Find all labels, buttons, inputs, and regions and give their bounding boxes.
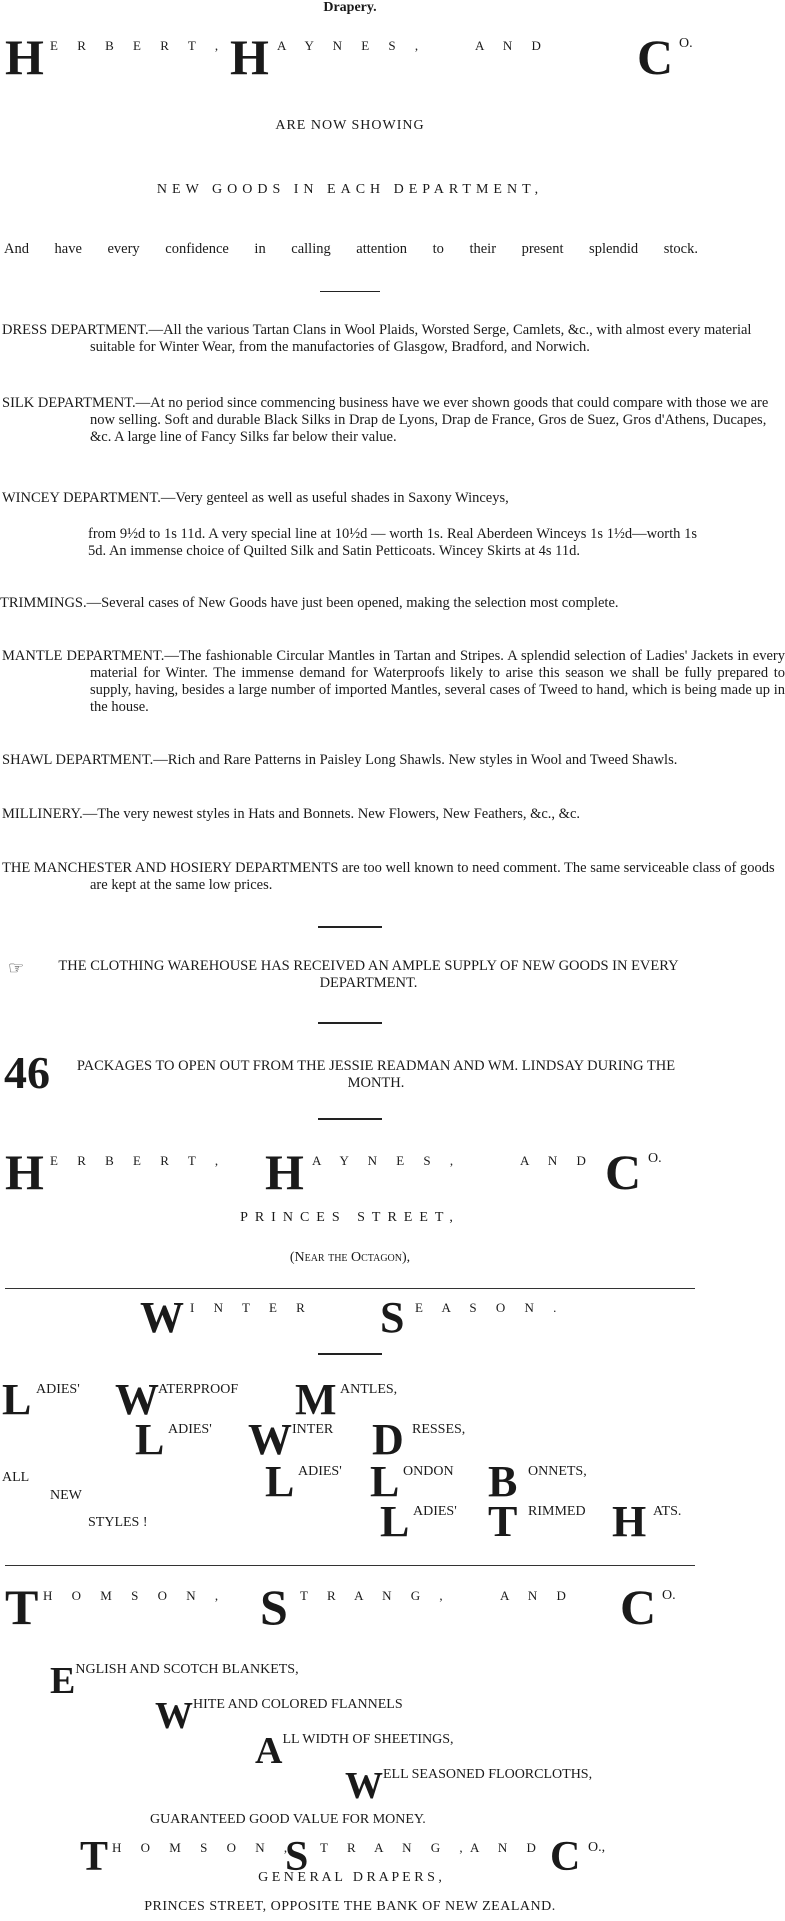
drop-cap: W (155, 1695, 193, 1737)
firm-name-part: A N D (470, 1840, 544, 1855)
mantle-department: MANTLE DEPARTMENT.—The fashionable Circular Mantles in Tartan and Stripes. A splendid selection of Ladies' Jackets in every material for Winter. The immense demand for Waterproofs likely to arise this season we shall be fully prepared to supply, having, besides a large number of imported Mantles, several cases of Tweed to hand, which is being made up in the house. (2, 648, 785, 715)
shawl-department: SHAWL DEPARTMENT.—Rich and Rare Patterns in Paisley Long Shawls. New styles in Wool and Tweed Shawls. (2, 752, 678, 768)
line-part: ELL SEASONED FLOORCLOTHS, (383, 1767, 593, 1782)
drop-cap: W (248, 1415, 292, 1464)
drop-cap: C (605, 1144, 642, 1200)
line-part: INTER (292, 1422, 334, 1437)
line-part: ADIES' (36, 1382, 80, 1397)
drop-cap: S (380, 1293, 405, 1342)
firm-name-part: A N D (520, 1153, 594, 1168)
drop-cap: W (345, 1765, 383, 1807)
firm-name-herbert-haynes (5, 30, 695, 85)
line-part: ADIES' (298, 1464, 342, 1479)
drop-cap: T (80, 1834, 109, 1880)
line-part: RIMMED (528, 1504, 586, 1519)
line-part: HITE AND COLORED FLANNELS (193, 1697, 403, 1712)
street-line: PRINCES STREET, (240, 1210, 460, 1225)
line-part: ANTLES, (340, 1382, 398, 1397)
packages-count: 46 (4, 1047, 50, 1098)
firm-name-herbert-haynes (5, 1145, 695, 1200)
drop-cap: L (2, 1375, 32, 1424)
trimmings-department: TRIMMINGS.—Several cases of New Goods have just been opened, making the selection most complete. (0, 595, 619, 611)
drop-cap: H (612, 1497, 647, 1546)
all-label: ALL (2, 1470, 30, 1485)
line-part: ADIES' (168, 1422, 212, 1437)
winter-season-heading (0, 1293, 700, 1346)
drop-cap: S (260, 1579, 288, 1635)
firm-name-part: H O M S O N , (43, 1588, 227, 1603)
address-line: PRINCES STREET, OPPOSITE THE BANK OF NEW ZEALAND. (144, 1899, 556, 1914)
divider (318, 1022, 382, 1024)
heading-part: I N T E R (190, 1300, 313, 1315)
near-octagon-line: (Near the Octagon), (289, 1250, 411, 1265)
dress-department: DRESS DEPARTMENT.—All the various Tartan Clans in Wool Plaids, Worsted Serge, Camlets, &c., with almost every material suitable for Winter Wear, from the manufactories of Glasgow, Bradford, and Norwich. (2, 322, 752, 355)
drop-cap: B (488, 1457, 518, 1506)
firm-name-part: H O M S O N , (112, 1840, 296, 1855)
firm-name-part: O. (648, 1151, 662, 1166)
section-header: Drapery. (323, 0, 377, 15)
line-part: RESSES, (412, 1422, 466, 1437)
firm-name-part: A Y N E S , (277, 38, 427, 53)
london-bonnets-line (0, 1457, 700, 1506)
floorcloths-line (345, 1767, 592, 1805)
firm-name-part: O. (662, 1588, 676, 1603)
advert-separator (5, 1565, 695, 1566)
line-part: LL WIDTH OF SHEETINGS, (282, 1732, 454, 1747)
wincey-department-head: WINCEY DEPARTMENT.—Very genteel as well as useful shades in Saxony Winceys, (2, 490, 509, 506)
heading-part: E A S O N . (415, 1300, 565, 1315)
drop-cap: W (140, 1293, 184, 1342)
drop-cap: C (620, 1579, 657, 1635)
drop-cap: M (295, 1375, 337, 1424)
line-part: ATS. (653, 1504, 682, 1519)
firm-name-part: E R B E R T , (50, 1153, 227, 1168)
winter-dresses-line (0, 1415, 700, 1464)
firm-name-part: A N D (500, 1588, 574, 1603)
firm-name-part: A N D (475, 38, 549, 53)
millinery-department: MILLINERY.—The very newest styles in Hats and Bonnets. New Flowers, New Feathers, &c., &c. (2, 806, 581, 822)
firm-name-part: A Y N E S , (312, 1153, 462, 1168)
drop-cap: L (380, 1497, 410, 1546)
divider (318, 1353, 382, 1355)
pointing-hand-icon: ☞ (8, 958, 25, 978)
line-part: ONNETS, (528, 1464, 587, 1479)
styles-label: STYLES ! (88, 1515, 148, 1530)
advert-separator (5, 1288, 695, 1289)
divider (318, 1118, 382, 1120)
firm-name-part: E R B E R T , (50, 38, 227, 53)
divider (320, 291, 380, 292)
wincey-department-body: from 9½d to 1s 11d. A very special line at 10½d — worth 1s. Real Aberdeen Winceys 1s 1½d—worth 1s 5d. An immense choice of Quilted Silk and Satin Petticoats. Wincey Skirts at 4s 11d. (88, 526, 697, 559)
trimmed-hats-line (0, 1497, 700, 1546)
drop-cap: D (372, 1415, 404, 1464)
line-part: NGLISH AND SCOTCH BLANKETS, (75, 1662, 299, 1677)
drop-cap: L (265, 1457, 295, 1506)
line-part: ADIES' (413, 1504, 457, 1519)
clothing-warehouse-notice: THE CLOTHING WAREHOUSE HAS RECEIVED AN AMPLE SUPPLY OF NEW GOODS IN EVERY DEPARTMENT. (58, 958, 679, 991)
new-goods-line: NEW GOODS IN EACH DEPARTMENT, (156, 182, 544, 197)
firm-name-thomson-strang (5, 1579, 695, 1637)
guaranteed-line: GUARANTEED GOOD VALUE FOR MONEY. (150, 1812, 426, 1827)
drop-cap: H (230, 29, 269, 85)
silk-department: SILK DEPARTMENT.—At no period since commencing business have we ever shown goods that could compare with those we are now selling. Soft and durable Black Silks in Drap de Lyons, Drap de France, Gros de Suez, Gros d'Athens, Ducapes, &c. A large line of Fancy Silks far below their value. (2, 395, 769, 445)
firm-name-part: O. (679, 36, 693, 51)
drop-cap: H (5, 1144, 44, 1200)
packages-notice: PACKAGES TO OPEN OUT FROM THE JESSIE READMAN AND WM. LINDSAY DURING THE MONTH. (76, 1058, 676, 1091)
firm-name-part: O., (588, 1840, 606, 1855)
drop-cap: L (370, 1457, 400, 1506)
new-label: NEW (50, 1488, 82, 1503)
divider (318, 926, 382, 928)
firm-name-part: T R A N G , (300, 1588, 451, 1603)
confidence-line: And have every confidence in calling attention to their present splendid stock. (4, 241, 698, 257)
drop-cap: S (285, 1834, 309, 1880)
showing-line: ARE NOW SHOWING (275, 118, 425, 133)
drop-cap: T (5, 1579, 39, 1635)
general-drapers-line: G E N E R A L D R A P E R S , (258, 1870, 442, 1885)
manchester-hosiery-departments: THE MANCHESTER AND HOSIERY DEPARTMENTS are too well known to need comment. The same serviceable class of goods are kept at the same low prices. (2, 860, 775, 893)
waterproof-mantles-line (0, 1375, 700, 1424)
drop-cap: C (637, 29, 674, 85)
drop-cap: H (5, 29, 44, 85)
drop-cap: A (255, 1730, 283, 1772)
line-part: ONDON (403, 1464, 454, 1479)
drop-cap: H (265, 1144, 304, 1200)
drop-cap: T (488, 1497, 518, 1546)
line-part: ATERPROOF (158, 1382, 239, 1397)
drop-cap: C (550, 1834, 581, 1880)
drop-cap: W (115, 1375, 159, 1424)
drop-cap: E (50, 1660, 76, 1702)
firm-name-part: T R A N G , (320, 1840, 471, 1855)
drop-cap: L (135, 1415, 165, 1464)
